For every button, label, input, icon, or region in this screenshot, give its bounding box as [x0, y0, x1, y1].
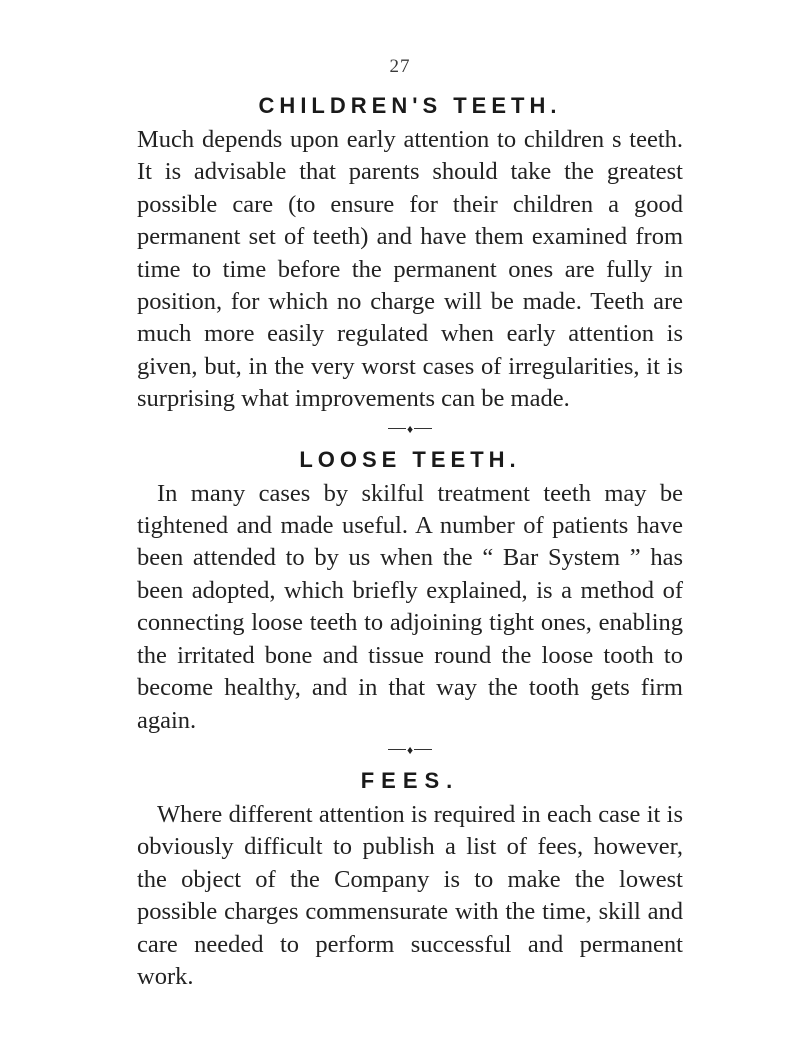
section-body-childrens-teeth: Much depends upon early attention to children s teeth. It is advisable that parents should take the greatest possible care (to ensure for their children a good permanent set of teeth) and have them examined from time to time before the permanent ones are fully in position, for which no charge will be made. Teeth are much more easily regulated when early attention is given, but, in the very worst cases of irregularities, it is surprising what improvements can be made.	[137, 126, 683, 413]
section-title-loose-teeth: LOOSE TEETH.	[299, 446, 521, 472]
section-body-fees: Where different attention is required in each case it is obviously difficult to publish a list of fees, however, the object of the Company is to make the lowest possible charges commensurate with the time, skill and care needed to perform successful and permanent work.	[137, 800, 683, 990]
section-title-childrens-teeth: CHILDREN'S TEETH.	[258, 93, 562, 118]
section-divider	[137, 737, 683, 763]
diamond-ornament-icon: ♦	[406, 742, 414, 757]
section-title-fees: FEES.	[360, 767, 460, 793]
section-body-loose-teeth: In many cases by skilful treatment teeth may be tightened and made useful. A number of patients have been attended to by us when the “ Bar System ” has been adopted, which briefly explained, is a method of connecting loose teeth to adjoining tight ones, enabling the irritated bone and tissue round the loose tooth to become healthy, and in that way the tooth gets firm again.	[137, 479, 683, 734]
diamond-ornament-icon: ♦	[406, 421, 414, 436]
divider-rule-left	[388, 749, 406, 750]
divider-rule-left	[388, 428, 406, 429]
section-divider	[137, 416, 683, 442]
divider-rule-right	[414, 428, 432, 429]
divider-rule-right	[414, 749, 432, 750]
page-number: 27	[389, 56, 411, 77]
